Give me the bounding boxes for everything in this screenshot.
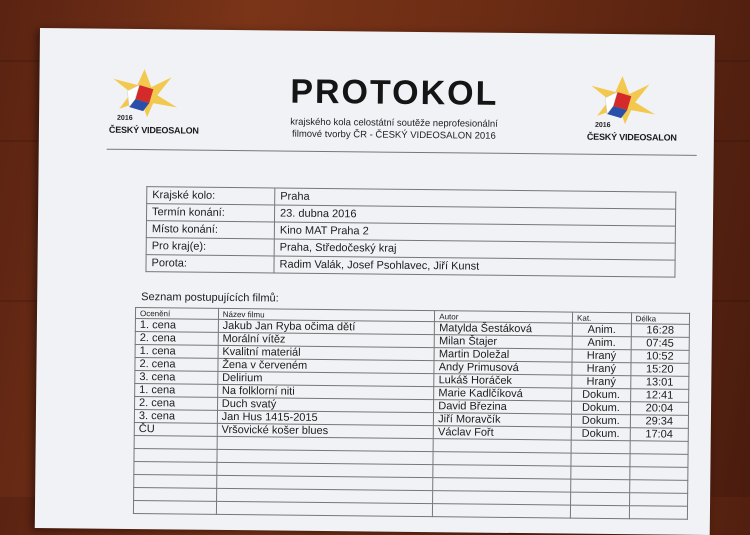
info-value: Radim Valák, Josef Psohlavec, Jiří Kunst [274,256,675,277]
films-table-body [133,319,689,520]
cell-author: Lukáš Horáček [434,374,572,388]
info-label: Pro kraj(e): [146,238,274,256]
cell-award: ČU [134,423,217,437]
cell-award: 2. cena [135,332,218,346]
column-header-award: Ocenění [135,308,218,320]
cell-title: Jan Hus 1415-2015 [217,410,434,425]
films-section-title: Seznam postupujících filmů: [141,291,279,305]
cell-category [571,492,630,506]
page-subtitle [244,116,544,143]
logo-name: ČESKÝ VIDEOSALON [586,131,677,143]
cell-category: Hraný [572,362,631,376]
cell-length: 07:45 [631,337,689,351]
protocol-sheet [35,28,715,535]
cell-length [629,467,687,481]
cell-category: Anim. [572,336,631,350]
cell-award [133,501,216,515]
info-label: Termín konání: [146,204,274,222]
films-table [133,307,690,520]
cell-length [629,480,687,494]
film-star-icon [109,67,180,118]
cell-title: Na folklorní niti [217,384,434,399]
logo-year: 2016 [117,114,133,122]
cell-category: Dokum. [572,401,631,415]
cell-category: Dokum. [571,427,630,441]
cell-category [571,466,630,480]
cell-category [571,440,630,454]
cell-title: Žena v červeném [218,358,435,373]
cell-length: 17:04 [630,428,688,442]
info-label: Krajské kolo: [147,187,275,205]
cell-award: 1. cena [135,319,218,333]
cell-award: 2. cena [135,358,218,372]
cell-category: Dokum. [572,388,631,402]
cell-title: Vršovické košer blues [217,423,434,438]
logo-name: ČESKÝ VIDEOSALON [108,124,199,136]
cell-length [629,506,687,520]
cell-award: 1. cena [135,345,218,359]
cell-award: 1. cena [135,384,218,398]
cesky-videosalon-logo-left [109,67,200,148]
cell-author: Andy Primusová [434,361,572,375]
cell-award: 3. cena [135,371,218,385]
cell-award [134,488,217,502]
cell-title: Delirium [218,371,435,386]
cell-author [433,504,571,518]
info-value: Praha, Středočeský kraj [274,239,675,260]
cell-category [570,505,629,519]
column-header-author: Autor [435,311,573,323]
cell-length: 10:52 [631,350,689,364]
cell-length: 15:20 [631,363,689,377]
info-value: 23. dubna 2016 [274,205,675,226]
event-info-table [145,186,676,278]
film-star-icon [587,74,658,125]
cell-author: David Březina [434,400,572,414]
column-header-length: Délka [631,313,689,325]
cell-category: Anim. [572,323,631,337]
subtitle-line: krajského kola celostátní soutěže neprofesionální [290,116,498,130]
cell-category [571,479,630,493]
cell-award [134,462,217,476]
cell-author: Martin Doležal [434,348,572,362]
cell-award: 2. cena [135,397,218,411]
cell-award [134,475,217,489]
page-title: PROTOKOL [290,72,499,113]
cell-author: Milan Štajer [434,335,572,349]
cell-author: Jiří Moravčík [434,413,572,427]
cell-award [134,436,217,450]
cell-category: Hraný [572,375,631,389]
cell-length: 29:34 [630,415,688,429]
subtitle-line: filmové tvorby ČR - ČESKÝ VIDEOSALON 2016 [291,128,496,142]
logo-year: 2016 [594,121,611,129]
cell-author: Marie Kadlčíková [434,387,572,401]
column-header-category: Kat. [573,312,632,324]
cell-award: 3. cena [134,410,217,424]
cell-length [630,454,688,468]
info-value: Praha [275,188,676,209]
cesky-videosalon-logo-right [587,74,678,155]
cell-category [571,453,630,467]
cell-title [216,501,433,516]
cell-length [629,493,687,507]
cell-category: Dokum. [571,414,630,428]
info-label: Porota: [146,255,274,273]
info-value: Kino MAT Praha 2 [274,222,675,243]
cell-author: Václav Fořt [433,426,571,440]
cell-title: Morální vítěz [218,332,435,347]
cell-title: Jakub Jan Ryba očima dětí [218,319,435,334]
cell-length: 13:01 [630,376,688,390]
cell-length: 20:04 [630,402,688,416]
cell-category: Hraný [572,349,631,363]
column-header-title: Název filmu [218,308,435,321]
cell-author: Matylda Šestáková [435,322,573,336]
info-label: Místo konání: [146,221,274,239]
cell-length: 12:41 [630,389,688,403]
cell-award [134,449,217,463]
cell-length: 16:28 [631,324,689,338]
cell-length [630,441,688,455]
cell-title: Duch svatý [217,397,434,412]
cell-title: Kvalitní materiál [218,345,435,360]
